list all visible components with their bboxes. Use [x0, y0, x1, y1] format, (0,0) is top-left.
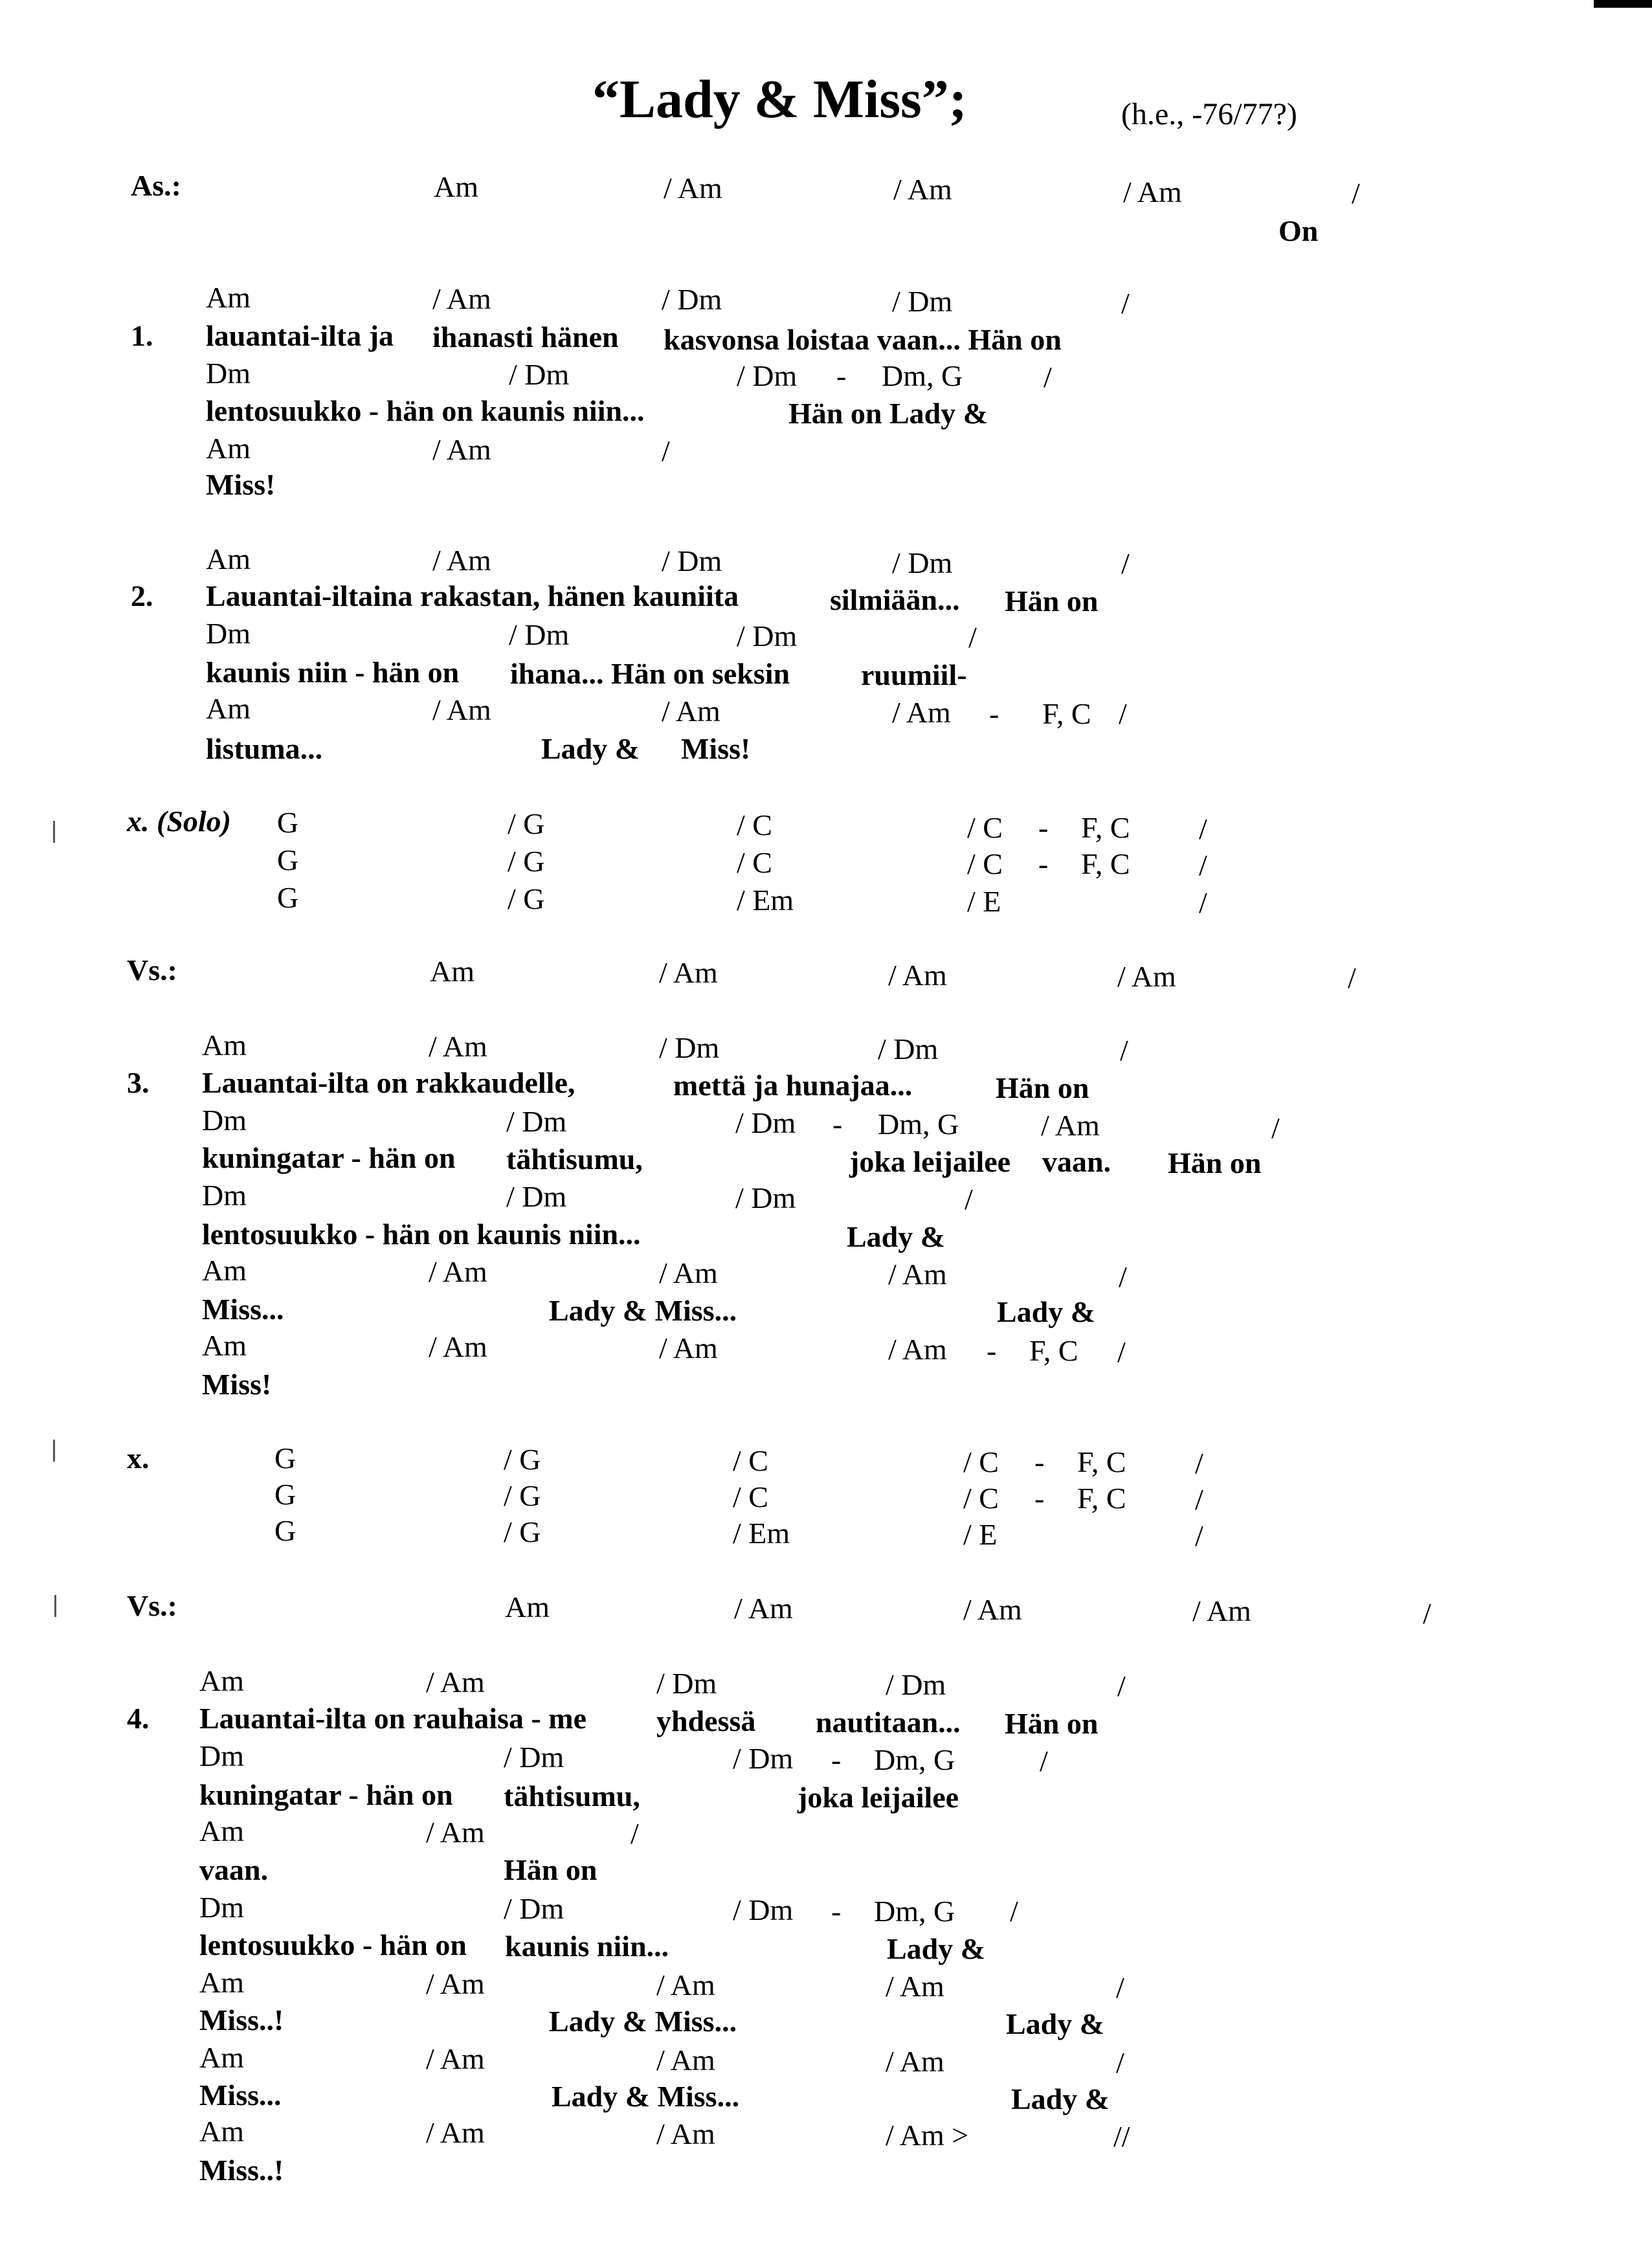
chord: / [631, 1817, 639, 1850]
chord: - [831, 1895, 842, 1928]
lyric-line: Hän on Lady & [788, 397, 988, 430]
chord: F, C [1081, 847, 1130, 880]
lyric-line: listuma... [206, 732, 323, 765]
chord: - [832, 1108, 843, 1141]
chord: Dm, G [878, 1108, 959, 1141]
chord: / Dm [656, 1667, 717, 1700]
chord: Dm, G [874, 1743, 955, 1776]
chord: G [274, 1478, 296, 1511]
chord: / [1040, 1745, 1048, 1778]
chord: / [1119, 1260, 1127, 1293]
chord: Am [199, 1814, 244, 1847]
lyric-line: kaunis niin... [505, 1930, 669, 1963]
chord: / Dm [504, 1741, 564, 1774]
chord: / Am [886, 2045, 944, 2078]
section-label-intro: As.: [131, 169, 181, 202]
chord: Am [199, 2115, 244, 2148]
lyric-line: Hän on [1168, 1146, 1262, 1179]
chord: / Am [963, 1593, 1022, 1626]
chord: / G [508, 882, 545, 915]
verse-number-3: 3. [127, 1066, 150, 1099]
chord: / E [967, 885, 1001, 918]
chord: Am [202, 1254, 247, 1287]
chord: / C [967, 847, 1003, 880]
song-credit: (h.e., -76/77?) [1121, 97, 1297, 131]
verse-number-1: 1. [131, 319, 153, 352]
chord: Dm [206, 617, 251, 650]
chord: / [1117, 1669, 1126, 1702]
margin-tick [53, 821, 55, 843]
chord: / Am [429, 1255, 487, 1288]
lyric-line: Lady & [997, 1295, 1096, 1328]
lyric-line: lentosuukko - hän on [199, 1928, 467, 1961]
chord: / Dm [892, 546, 953, 579]
chord: / [1116, 1971, 1124, 2004]
chord: / [1423, 1597, 1431, 1630]
lyric-line: Miss! [681, 732, 751, 765]
chord: / Am [888, 1258, 947, 1291]
chord: / Am [662, 695, 720, 728]
chord: / G [508, 807, 545, 840]
chord: - [987, 1334, 997, 1367]
chord: / Am [886, 1970, 944, 2003]
lyric-line: tähtisumu, [504, 1779, 640, 1812]
lyric-line: vaan. [1042, 1145, 1111, 1178]
chord: / Em [733, 1517, 790, 1550]
chord: / C [963, 1482, 999, 1515]
chord: / Am [426, 1666, 485, 1699]
section-label-solo: x. (Solo) [127, 805, 231, 838]
chord: / Dm [662, 544, 722, 577]
chord: / [1195, 1447, 1203, 1480]
chord: G [277, 881, 299, 914]
chord: / Am [426, 1816, 485, 1849]
chord: / G [508, 845, 545, 878]
chord: / Am [893, 173, 952, 206]
chord: / G [504, 1443, 541, 1476]
chord: / Am [429, 1030, 487, 1063]
chord: / Em [737, 884, 794, 917]
margin-tick [54, 1595, 56, 1617]
lyric-line: silmiään... [830, 583, 960, 616]
chord: // [1113, 2120, 1130, 2153]
chord: F, C [1077, 1482, 1126, 1515]
chord: - [1038, 847, 1049, 880]
chord: - [831, 1743, 842, 1776]
chord: Am [199, 1966, 244, 1999]
chord: Am [206, 542, 251, 575]
chord: / Am [1041, 1109, 1100, 1142]
chord: / [1044, 361, 1052, 394]
chord: Dm [206, 357, 251, 390]
chord: F, C [1042, 697, 1091, 730]
chord: / [1010, 1895, 1018, 1928]
lyric-line: tähtisumu, [506, 1143, 643, 1176]
chord: Am [434, 170, 478, 203]
lyric-line: joka leijailee [798, 1781, 959, 1814]
chord: / Am [1117, 960, 1176, 993]
lyric-line: Lady & [541, 732, 640, 765]
lyric-line: Lauantai-ilta on rauhaisa - me [199, 1702, 587, 1735]
chord: / Dm [506, 1105, 567, 1138]
chord: / [1116, 2046, 1124, 2079]
chord: / Dm [509, 618, 570, 651]
lyric-line: Lady & [847, 1220, 946, 1253]
chord: / Dm [735, 1181, 796, 1214]
chord: G [277, 806, 299, 839]
verse-number-2: 2. [131, 579, 153, 612]
lyric-line: kuningatar - hän on [202, 1141, 456, 1174]
chord: / [1119, 697, 1127, 730]
chord: / [1199, 812, 1207, 845]
lyric-line: nautitaan... [816, 1706, 961, 1739]
chord: Dm, G [882, 359, 963, 392]
chord: - [836, 359, 847, 392]
lyric-line: Miss! [206, 468, 276, 501]
chord: F, C [1029, 1334, 1078, 1367]
lyric-line: Lauantai-ilta on rakkaudelle, [202, 1066, 575, 1099]
chord: / Am [429, 1330, 487, 1363]
chord: Am [505, 1590, 550, 1623]
lyric-line: Lady & Miss... [549, 1294, 737, 1327]
chord: Am [206, 692, 251, 725]
chord: / C [733, 1480, 768, 1513]
lyric-line: Hän on [996, 1071, 1089, 1104]
chord: / C [733, 1444, 768, 1477]
chord: / [1117, 1335, 1126, 1368]
chord: / [1121, 547, 1130, 580]
scan-edge-mark [1594, 0, 1652, 8]
lyric-line: Lady & [1006, 2007, 1105, 2040]
section-label-interlude: Vs.: [127, 953, 177, 987]
chord: / Am [888, 1333, 947, 1366]
chord: / Am [664, 172, 722, 205]
chord: / [1120, 1034, 1128, 1067]
lyric-line: Miss..! [199, 2003, 284, 2036]
lyric-line: Lady & Miss... [552, 2080, 740, 2113]
lyric-line: yhdessä [656, 1704, 756, 1737]
lyric-line: lentosuukko - hän on kaunis niin... [202, 1218, 641, 1251]
chord: / Dm [735, 1106, 796, 1139]
chord: / G [504, 1479, 541, 1512]
chord: / Am [426, 2116, 485, 2149]
lyric-line: Hän on [1005, 585, 1099, 618]
chord: Am [199, 2041, 244, 2074]
chord: / [1352, 177, 1360, 210]
chord: Am [206, 281, 251, 314]
chord: - [989, 697, 999, 730]
lyric-line: Hän on [504, 1853, 597, 1886]
chord: / [1271, 1111, 1280, 1144]
chord: Am [206, 432, 251, 465]
lyric-line: Miss... [202, 1293, 284, 1326]
lyric-line: ihanasti hänen [432, 320, 619, 353]
lyric-line: Lady & Miss... [549, 2005, 737, 2038]
chord: / C [963, 1445, 999, 1478]
chord: / [968, 621, 977, 654]
chord: / Am [432, 544, 491, 577]
verse-number-4: 4. [127, 1702, 150, 1735]
chord: / Am [659, 1256, 718, 1289]
lyric-line: kuningatar - hän on [199, 1778, 453, 1811]
lyric-line: lauantai-ilta ja [206, 319, 394, 352]
chord: / Dm [504, 1892, 564, 1925]
lyric-line: Miss! [202, 1368, 272, 1401]
chord: / Dm [509, 358, 570, 391]
chord: / Am [656, 1968, 715, 2001]
chord: F, C [1081, 811, 1130, 844]
chord: / [1121, 287, 1130, 320]
lyric-line: joka leijailee [849, 1145, 1011, 1178]
chord: / C [737, 808, 772, 842]
chord: / [1195, 1519, 1203, 1552]
lyric-line: kaunis niin - hän on [206, 656, 460, 689]
chord: / Am [432, 433, 491, 466]
chord: / Am [432, 282, 491, 315]
lyric-line: kasvonsa loistaa vaan... Hän on [664, 323, 1062, 356]
chord: / Am [1123, 175, 1182, 208]
chord: F, C [1077, 1445, 1126, 1478]
chord: / Dm [737, 359, 798, 392]
chord: / Dm [886, 1668, 946, 1701]
lyric-line: vaan. [199, 1853, 269, 1886]
chord: / Am [734, 1592, 793, 1625]
chord: / Dm [733, 1893, 794, 1926]
chord: / Am [426, 1967, 485, 2000]
chord: / Am [656, 2117, 715, 2150]
margin-tick [53, 1440, 55, 1462]
chord: Am [430, 955, 474, 988]
chord: / [1195, 1483, 1203, 1516]
chord: Dm [199, 1891, 244, 1924]
chord: / Am [432, 693, 491, 726]
lyric-line: lentosuukko - hän on kaunis niin... [206, 394, 645, 427]
chord: / Dm [506, 1180, 567, 1213]
chord: / Am [426, 2042, 485, 2075]
lyric-line: Lady & [887, 1932, 986, 1965]
chord: Dm, G [874, 1895, 955, 1928]
chord: / Dm [659, 1031, 720, 1064]
lyric-line: On [1278, 214, 1319, 247]
chord: / [1199, 849, 1207, 882]
chord: / Dm [878, 1032, 939, 1065]
chord: / E [963, 1518, 998, 1551]
chord: Dm [202, 1104, 247, 1137]
chord: Am [202, 1029, 247, 1062]
chord: / [965, 1183, 973, 1216]
chord: / Am > [886, 2119, 969, 2152]
chord: Am [202, 1329, 247, 1362]
chord: Dm [199, 1739, 244, 1772]
chord: / Am [1192, 1594, 1251, 1627]
section-label-solo: x. [127, 1442, 150, 1475]
chord: / Am [892, 696, 951, 729]
chord: G [274, 1442, 296, 1475]
lyric-line: ihana... Hän on seksin [510, 657, 790, 690]
lyric-line: Hän on [1005, 1707, 1099, 1740]
chord: / C [967, 811, 1003, 844]
chord: / Am [888, 959, 947, 992]
lyric-line: Lauantai-iltaina rakastan, hänen kauniita [206, 579, 739, 612]
chord: / Am [659, 1332, 718, 1365]
chord: G [277, 843, 299, 876]
chord: G [274, 1514, 296, 1547]
chord: - [1034, 1445, 1045, 1478]
chord: / Am [656, 2044, 715, 2077]
chord: / Dm [892, 285, 953, 318]
lyric-line: Miss..! [199, 2154, 284, 2187]
chord: / [662, 434, 670, 467]
chord: / Dm [737, 619, 798, 652]
lyric-line: Lady & [1011, 2082, 1110, 2115]
song-title: “Lady & Miss”; [592, 69, 967, 129]
chord: / Dm [733, 1742, 794, 1775]
chord: - [1038, 811, 1049, 844]
lyric-line: mettä ja hunajaa... [673, 1069, 913, 1102]
chord: / [1348, 961, 1356, 994]
chord: / Am [659, 956, 718, 989]
chord: Dm [202, 1179, 247, 1212]
chord: - [1034, 1482, 1045, 1515]
chord: / C [737, 846, 772, 879]
section-label-interlude: Vs.: [127, 1589, 177, 1622]
chord: / G [504, 1515, 541, 1548]
lyric-line: Miss... [199, 2079, 282, 2112]
chord: Am [199, 1664, 244, 1697]
chord: / Dm [662, 283, 722, 316]
lyric-line: ruumiil- [861, 658, 967, 691]
chord: / [1199, 886, 1207, 919]
